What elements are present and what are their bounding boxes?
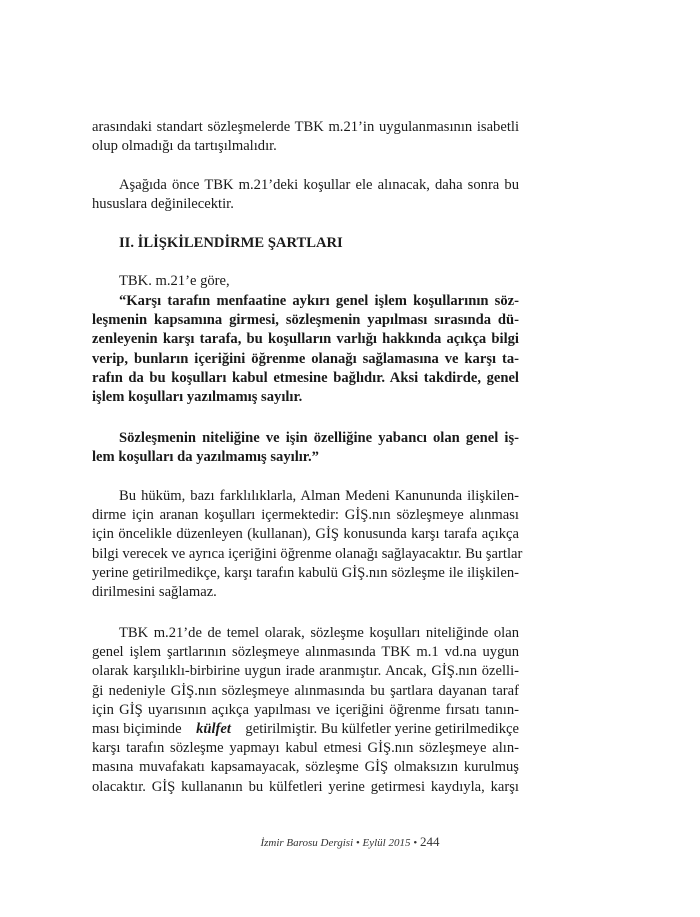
text-fragment: getirilmiştir. Bu külfetler yerine getirilmedikçe — [245, 721, 519, 738]
text-line: olarak karşılıklı-birbirine uygun irade aranmıştır. Ancak, GİŞ.nın özelli- — [92, 663, 519, 680]
paragraph-outline — [92, 176, 519, 214]
text-line: hususlara değinilecektir. — [92, 196, 234, 213]
page-number: 244 — [420, 834, 440, 849]
text-line: dirme için aranan koşulları içermektedir: GİŞ.nın sözleşmeye alınması — [92, 507, 519, 524]
text-line: masına muvafakatı kapsamayacak, sözleşme GİŞ olmaksızın kurulmuş — [92, 759, 519, 776]
text-line: olacaktır. GİŞ kullananın bu külfetleri yerine getirmesi kaydıyla, karşı — [92, 778, 519, 795]
text-line: için GİŞ uyarısının açıkça yapılması ve içeriğini öğrenme fırsatı tanın- — [92, 701, 519, 718]
quote-line: zenleyenin karşı tarafa, bu koşulların varlığı hakkında açıkça bilgi — [92, 331, 519, 348]
text-line: arasındaki standart sözleşmelerde TBK m.21’in uygulanmasının isabetli — [92, 119, 519, 135]
quote-line: rafın da bu koşulları kabul etmesine bağlıdır. Aksi takdirde, genel — [92, 369, 519, 386]
text-line: genel işlem şartlarının sözleşmeye alınmasında TBK m.1 vd.na uygun — [92, 644, 519, 661]
statute-quote-first-paragraph — [92, 292, 519, 407]
text-line: bilgi verecek ve ayrıca içeriğini öğrenme olanağı sağlayacaktır. Bu şartlar — [92, 545, 523, 562]
statute-intro — [92, 272, 519, 291]
text-line: ği nedeniyle GİŞ.nın sözleşmeye alınmasında bu şartlara dayanan taraf — [92, 682, 519, 699]
text-line: TBK m.21’de de temel olarak, sözleşme koşulları niteliğinde olan — [119, 625, 519, 641]
text-line: dirilmesini sağlamaz. — [92, 584, 217, 601]
emphasized-term: külfet — [196, 721, 231, 738]
text-line-with-emphasis — [92, 720, 519, 739]
section-heading-block — [92, 234, 519, 253]
paragraph-german-law — [92, 487, 523, 602]
section-heading: II. İLİŞKİLENDİRME ŞARTLARI — [119, 235, 343, 251]
page-footer — [0, 832, 700, 853]
text-line: için öncelikle düzenleyen (kullanan), GİŞ konusunda karşı tarafa açıkça — [92, 526, 519, 543]
quote-line: leşmenin kapsamına girmesi, sözleşmenin yapılması sırasında dü- — [92, 312, 519, 329]
paragraph-continuation — [92, 118, 519, 156]
statute-quote-second-paragraph — [92, 429, 519, 467]
text-line: Aşağıda önce TBK m.21’deki koşullar ele alınacak, daha sonra bu — [119, 177, 519, 193]
quote-line: lem koşulları da yazılmamış sayılır.” — [92, 449, 319, 466]
quote-line: işlem koşulları yazılmamış sayılır. — [92, 389, 303, 406]
text-line: karşı tarafın sözleşme yapmayı kabul etmesi GİŞ.nın sözleşmeye alın- — [92, 740, 519, 757]
text-line: olup olmadığı da tartışılmalıdır. — [92, 138, 277, 155]
text-fragment: ması biçiminde — [92, 721, 182, 738]
text-line: yerine getirilmedikçe, karşı tarafın kabulü GİŞ.nın sözleşme ile ilişkilen- — [92, 564, 519, 581]
journal-citation: İzmir Barosu Dergisi • Eylül 2015 • — [260, 837, 418, 849]
quote-line: verip, bunların içeriğini öğrenme olanağı sağlamasına ve karşı ta- — [92, 350, 519, 367]
quote-line: Sözleşmenin niteliğine ve işin özelliğine yabancı olan genel iş- — [119, 430, 519, 446]
text-line: TBK. m.21’e göre, — [119, 273, 230, 289]
text-line: Bu hüküm, bazı farklılıklarla, Alman Medeni Kanununda ilişkilen- — [119, 488, 519, 504]
quote-line: “Karşı tarafın menfaatine aykırı genel işlem koşullarının söz- — [119, 293, 519, 309]
paragraph-tbk-article — [92, 624, 519, 797]
